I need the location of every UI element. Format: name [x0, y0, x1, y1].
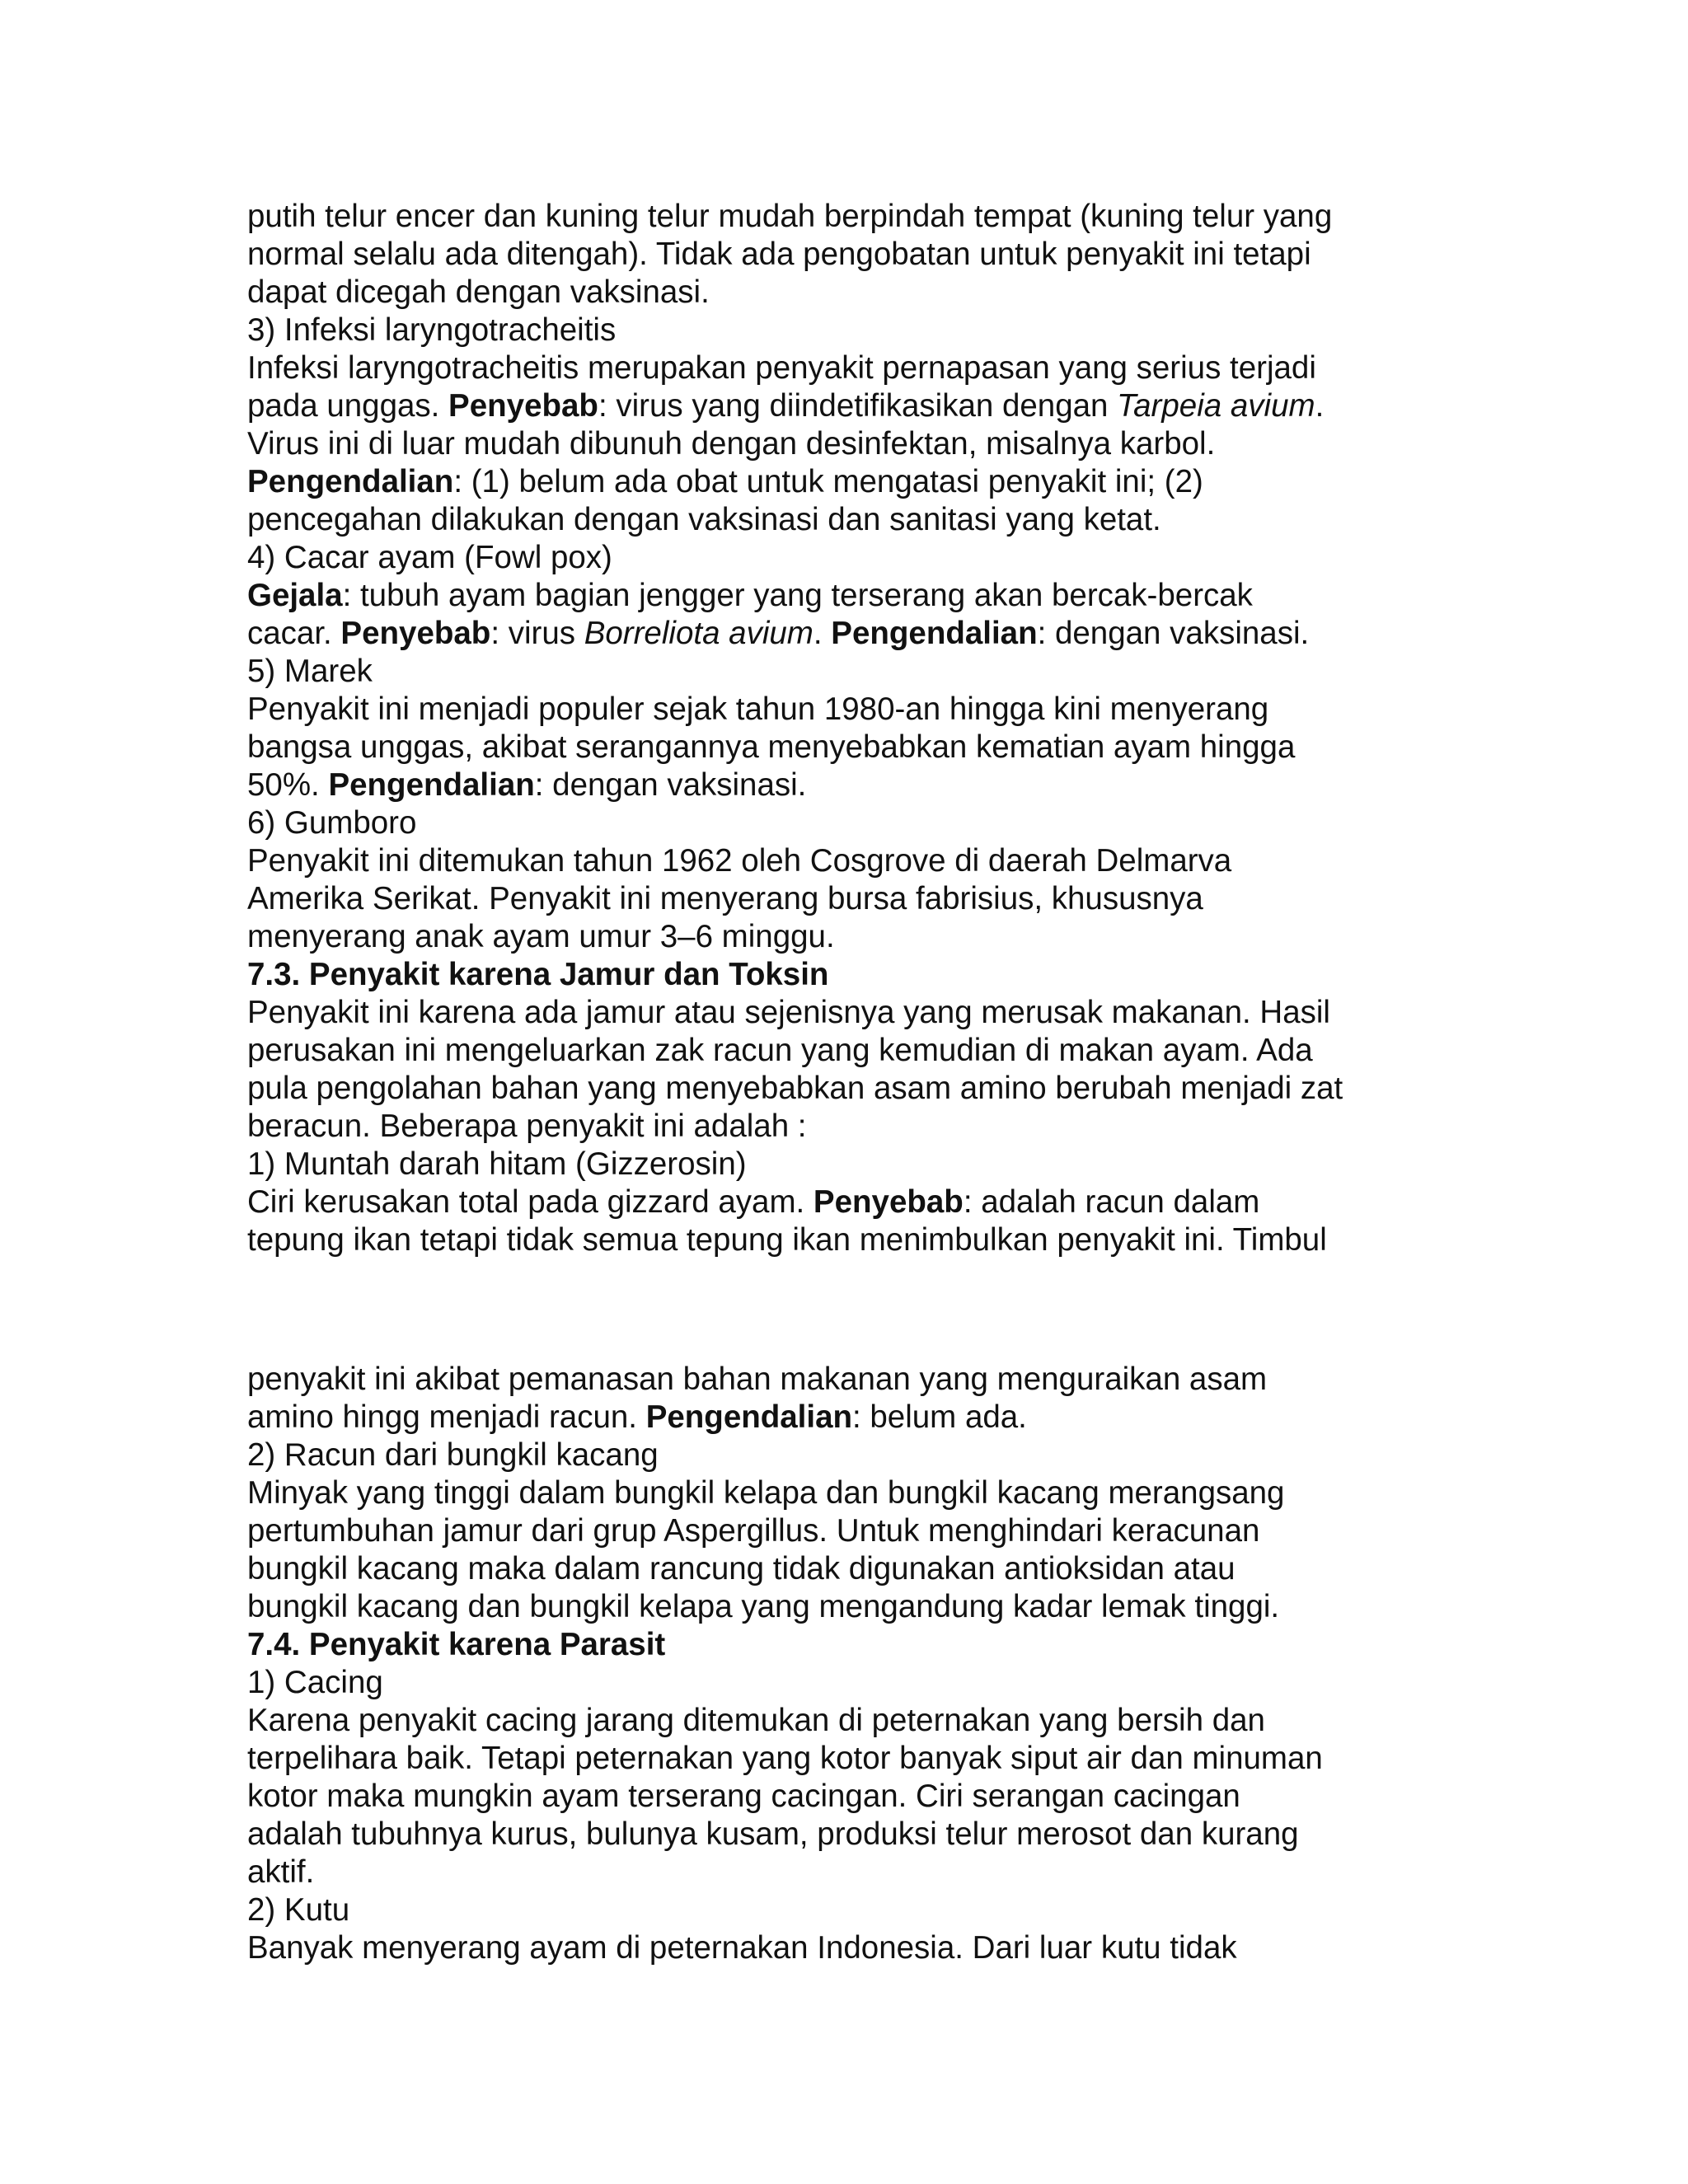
- paragraph-line: Penyakit ini ditemukan tahun 1962 oleh Cosgrove di daerah Delmarva: [247, 843, 1232, 879]
- paragraph-line: kotor maka mungkin ayam terserang cacingan. Ciri serangan cacingan: [247, 1779, 1240, 1814]
- paragraph-line: penyakit ini akibat pemanasan bahan makanan yang menguraikan asam: [247, 1361, 1268, 1397]
- bold-term-gejala: Gejala: [247, 578, 343, 613]
- subsection-heading-fowl-pox: 4) Cacar ayam (Fowl pox): [247, 540, 612, 575]
- text-run: : (1) belum ada obat untuk mengatasi penyakit ini; (2): [453, 464, 1203, 499]
- paragraph-line: terpelihara baik. Tetapi peternakan yang kotor banyak siput air dan minuman: [247, 1741, 1323, 1776]
- paragraph-line: [247, 1399, 1467, 1436]
- text-run: amino hingg menjadi racun.: [247, 1399, 646, 1435]
- italic-species-name: Borreliota avium: [584, 616, 814, 651]
- italic-species-name: Tarpeia avium: [1117, 388, 1315, 424]
- text-run: 50%.: [247, 767, 329, 803]
- paragraph-line: Infeksi laryngotracheitis merupakan penyakit pernapasan yang serius terjadi: [247, 350, 1316, 386]
- subsection-heading-laryngotracheitis: 3) Infeksi laryngotracheitis: [247, 312, 617, 348]
- paragraph-line: [247, 577, 1467, 615]
- subsection-heading-marek: 5) Marek: [247, 654, 373, 689]
- paragraph-line: putih telur encer dan kuning telur mudah berpindah tempat (kuning telur yang: [247, 199, 1333, 234]
- bold-term-pengendalian: Pengendalian: [247, 464, 454, 499]
- paragraph-line: pula pengolahan bahan yang menyebabkan asam amino berubah menjadi zat: [247, 1071, 1343, 1106]
- subsection-heading-kutu: 2) Kutu: [247, 1892, 350, 1928]
- paragraph-line: Virus ini di luar mudah dibunuh dengan desinfektan, misalnya karbol.: [247, 426, 1216, 462]
- text-block-lower: [247, 1361, 1467, 1967]
- paragraph-line: menyerang anak ayam umur 3–6 minggu.: [247, 919, 835, 954]
- paragraph-line: pertumbuhan jamur dari grup Aspergillus. Untuk menghindari keracunan: [247, 1513, 1260, 1549]
- section-heading-jamur-toksin: 7.3. Penyakit karena Jamur dan Toksin: [247, 957, 829, 992]
- text-run: : tubuh ayam bagian jengger yang terserang akan bercak-bercak: [342, 578, 1253, 613]
- subsection-heading-bungkil-kacang: 2) Racun dari bungkil kacang: [247, 1437, 659, 1473]
- paragraph-line: perusakan ini mengeluarkan zak racun yang kemudian di makan ayam. Ada: [247, 1033, 1313, 1068]
- paragraph-line: bangsa unggas, akibat serangannya menyebabkan kematian ayam hingga: [247, 729, 1296, 765]
- paragraph-line: pencegahan dilakukan dengan vaksinasi dan sanitasi yang ketat.: [247, 502, 1161, 537]
- paragraph-line: Banyak menyerang ayam di peternakan Indonesia. Dari luar kutu tidak: [247, 1930, 1237, 1966]
- subsection-heading-cacing: 1) Cacing: [247, 1665, 383, 1700]
- paragraph-line: dapat dicegah dengan vaksinasi.: [247, 274, 710, 310]
- paragraph-line: [247, 463, 1467, 501]
- paragraph-line: aktif.: [247, 1854, 315, 1890]
- text-run: : virus: [490, 616, 584, 651]
- text-run: : belum ada.: [852, 1399, 1027, 1435]
- paragraph-line: normal selalu ada ditengah). Tidak ada pengobatan untuk penyakit ini tetapi: [247, 237, 1311, 272]
- text-run: pada unggas.: [247, 388, 449, 424]
- text-block-upper: [247, 198, 1467, 1259]
- text-run: : dengan vaksinasi.: [534, 767, 807, 803]
- paragraph-line: bungkil kacang dan bungkil kelapa yang mengandung kadar lemak tinggi.: [247, 1589, 1280, 1624]
- paragraph-line: [247, 1183, 1467, 1221]
- paragraph-line: bungkil kacang maka dalam rancung tidak digunakan antioksidan atau: [247, 1551, 1236, 1586]
- bold-term-penyebab: Penyebab: [340, 616, 491, 651]
- text-run: : virus yang diindetifikasikan dengan: [598, 388, 1118, 424]
- bold-term-pengendalian: Pengendalian: [328, 767, 535, 803]
- text-run: : adalah racun dalam: [963, 1184, 1260, 1220]
- paragraph-line: Minyak yang tinggi dalam bungkil kelapa dan bungkil kacang merangsang: [247, 1475, 1285, 1511]
- paragraph-line: tepung ikan tetapi tidak semua tepung ikan menimbulkan penyakit ini. Timbul: [247, 1222, 1327, 1258]
- paragraph-line: [247, 615, 1467, 653]
- bold-term-pengendalian: Pengendalian: [831, 616, 1038, 651]
- bold-term-pengendalian: Pengendalian: [645, 1399, 852, 1435]
- text-run: cacar.: [247, 616, 341, 651]
- subsection-heading-gumboro: 6) Gumboro: [247, 805, 417, 841]
- paragraph-line: Penyakit ini karena ada jamur atau sejenisnya yang merusak makanan. Hasil: [247, 995, 1330, 1030]
- bold-term-penyebab: Penyebab: [813, 1184, 964, 1220]
- paragraph-line: [247, 766, 1467, 804]
- paragraph-line: adalah tubuhnya kurus, bulunya kusam, produksi telur merosot dan kurang: [247, 1816, 1299, 1852]
- paragraph-line: Karena penyakit cacing jarang ditemukan di peternakan yang bersih dan: [247, 1703, 1265, 1738]
- text-run: .: [1315, 388, 1325, 424]
- text-run: .: [813, 616, 832, 651]
- section-heading-parasit: 7.4. Penyakit karena Parasit: [247, 1627, 666, 1662]
- paragraph-line: beracun. Beberapa penyakit ini adalah :: [247, 1108, 807, 1144]
- subsection-heading-gizzerosin: 1) Muntah darah hitam (Gizzerosin): [247, 1146, 747, 1182]
- bold-term-penyebab: Penyebab: [448, 388, 598, 424]
- paragraph-line: Penyakit ini menjadi populer sejak tahun 1980-an hingga kini menyerang: [247, 691, 1269, 727]
- text-run: : dengan vaksinasi.: [1037, 616, 1310, 651]
- paragraph-line: [247, 387, 1467, 425]
- paragraph-line: Amerika Serikat. Penyakit ini menyerang bursa fabrisius, khususnya: [247, 881, 1203, 916]
- text-run: Ciri kerusakan total pada gizzard ayam.: [247, 1184, 814, 1220]
